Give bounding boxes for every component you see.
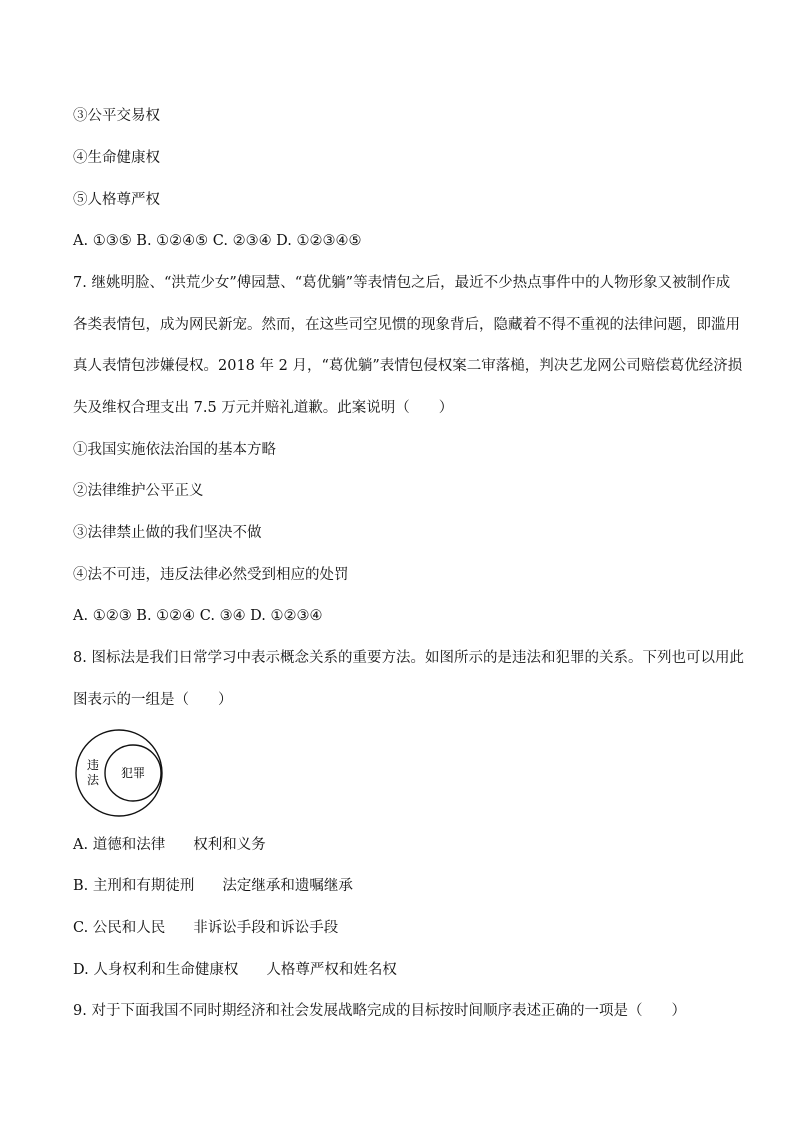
q6-item-3: ③公平交易权 (73, 108, 160, 124)
q7-stem-line-3: 真人表情包涉嫌侵权。2018 年 2 月，“葛优躺”表情包侵权案二审落槌，判决艺龙网公司赔偿葛优经济损 (73, 358, 743, 374)
q8-option-a-right: 权利和义务 (193, 837, 266, 853)
q8-option-d (73, 960, 397, 980)
q8-option-a (73, 835, 266, 855)
q8-option-b-right: 法定继承和遗嘱继承 (222, 878, 353, 894)
q7-item-4: ④法不可违，违反法律必然受到相应的处罚 (73, 567, 349, 583)
q7-stem-line-1: 7. 继姚明脸、“洪荒少女”傅园慧、“葛优躺”等表情包之后，最近不少热点事件中的人物形象又被制作成 (73, 275, 731, 291)
q8-stem-line-1: 8. 图标法是我们日常学习中表示概念关系的重要方法。如图所示的是违法和犯罪的关系。下列也可以用此 (73, 650, 744, 666)
q8-option-d-left: D. 人身权利和生命健康权 (73, 962, 239, 978)
q9-stem: 9. 对于下面我国不同时期经济和社会发展战略完成的目标按时间顺序表述正确的一项是（ ） (73, 1003, 686, 1019)
q7-stem-line-4: 失及维权合理支出 7.5 万元并赔礼道歉。此案说明（ ） (73, 400, 454, 416)
q6-choices: A. ①③⑤ B. ①②④⑤ C. ②③④ D. ①②③④⑤ (73, 233, 362, 249)
venn-outer-label-1: 违 (86, 758, 100, 772)
q6-item-4: ④生命健康权 (73, 150, 160, 166)
q7-choices: A. ①②③ B. ①②④ C. ③④ D. ①②③④ (73, 608, 323, 624)
q8-option-d-right: 人格尊严权和姓名权 (266, 962, 397, 978)
q6-item-5: ⑤人格尊严权 (73, 192, 160, 208)
q7-item-2: ②法律维护公平正义 (73, 483, 204, 499)
q8-option-c-left: C. 公民和人民 (73, 920, 166, 936)
q8-option-c-right: 非诉讼手段和诉讼手段 (193, 920, 339, 936)
venn-diagram (73, 728, 173, 818)
venn-inner-label: 犯罪 (120, 766, 146, 780)
q7-item-1: ①我国实施依法治国的基本方略 (73, 442, 276, 458)
q7-item-3: ③法律禁止做的我们坚决不做 (73, 525, 262, 541)
q8-option-c (73, 918, 338, 938)
q8-option-b (73, 876, 353, 896)
q8-option-b-left: B. 主刑和有期徒刑 (73, 878, 195, 894)
q8-stem-line-2: 图表示的一组是（ ） (73, 692, 233, 708)
venn-outer-label-2: 法 (86, 773, 100, 787)
q8-option-a-left: A. 道德和法律 (73, 837, 166, 853)
q7-stem-line-2: 各类表情包，成为网民新宠。然而，在这些司空见惯的现象背后，隐藏着不得不重视的法律问题，即滥用 (73, 317, 740, 333)
